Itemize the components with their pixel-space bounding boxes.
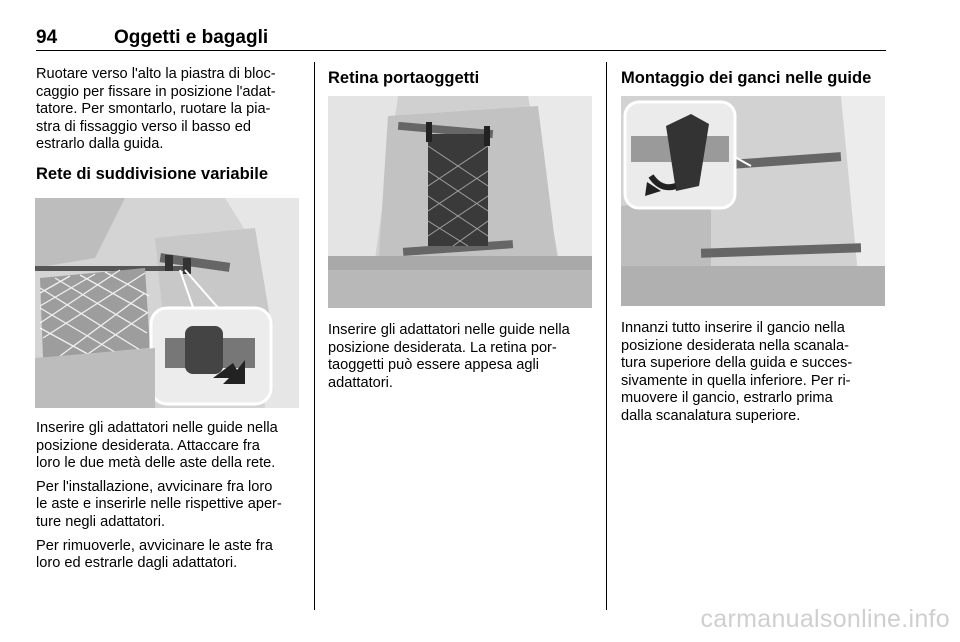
text-line: estrarlo dalla guida.: [36, 136, 164, 153]
text-line: Innanzi tutto inserire il gancio nella: [621, 320, 845, 336]
column-2: [328, 68, 594, 88]
rete-instructions: [36, 420, 300, 579]
text-line: posizione desiderata nella scanala-: [621, 337, 849, 354]
text-line: Per l'installazione, avvicinare fra loro: [36, 478, 273, 495]
text-line: dalla scanalatura superiore.: [621, 407, 801, 424]
paragraph: [36, 479, 300, 532]
text-line: taoggetti può essere appesa agli: [328, 357, 539, 374]
retina-instructions: [328, 322, 594, 398]
text-line: posizione desiderata. La retina por-: [328, 339, 557, 356]
figure-hooks: [621, 96, 885, 306]
page-number: 94: [36, 27, 58, 48]
figure-cargo-net: [35, 198, 299, 408]
header-rule: [36, 50, 886, 51]
text-line: muovere il gancio, estrarlo prima: [621, 390, 833, 407]
section-heading-rete: Rete di suddivisione variabile: [36, 164, 268, 183]
text-line: stra di fissaggio verso il basso ed: [36, 118, 251, 135]
text-line: Per rimuoverle, avvicinare le aste fra: [36, 537, 273, 554]
text-line: caggio per fissare in posizione l'adat-: [36, 83, 276, 100]
column-divider-1: [314, 62, 315, 610]
text-line: adattatori.: [328, 374, 393, 391]
text-line: posizione desiderata. Attaccare fra: [36, 437, 260, 454]
watermark: carmanualsonline.info: [700, 605, 950, 633]
figure-storage-net: [328, 96, 592, 308]
text-line: tatore. Per smontarlo, ruotare la pia-: [36, 101, 271, 118]
column-divider-2: [606, 62, 607, 610]
text-line: ture negli adattatori.: [36, 513, 165, 530]
text-line: Inserire gli adattatori nelle guide nella: [328, 322, 570, 338]
text-line: tura superiore della guida e succes-: [621, 355, 853, 372]
paragraph: [36, 420, 300, 473]
section-heading-ganci: Montaggio dei ganci nelle guide: [621, 69, 872, 87]
text-line: loro ed estrarle dagli adattatori.: [36, 555, 238, 572]
text-line: sivamente in quella inferiore. Per ri-: [621, 372, 851, 389]
paragraph: [328, 322, 594, 392]
intro-paragraph: [36, 66, 300, 154]
ganci-instructions: [621, 320, 887, 432]
paragraph: [621, 320, 887, 426]
page-title: Oggetti e bagagli: [114, 27, 269, 48]
section-heading-retina: Retina portaoggetti: [328, 69, 480, 87]
text-line: Ruotare verso l'alto la piastra di bloc-: [36, 66, 276, 82]
column-3: [621, 68, 887, 88]
text-line: Inserire gli adattatori nelle guide nella: [36, 420, 278, 436]
paragraph: [36, 538, 300, 573]
column-1: [36, 66, 300, 184]
text-line: loro le due metà delle aste della rete.: [36, 455, 276, 472]
text-line: le aste e inserirle nelle rispettive aper-: [36, 496, 282, 513]
